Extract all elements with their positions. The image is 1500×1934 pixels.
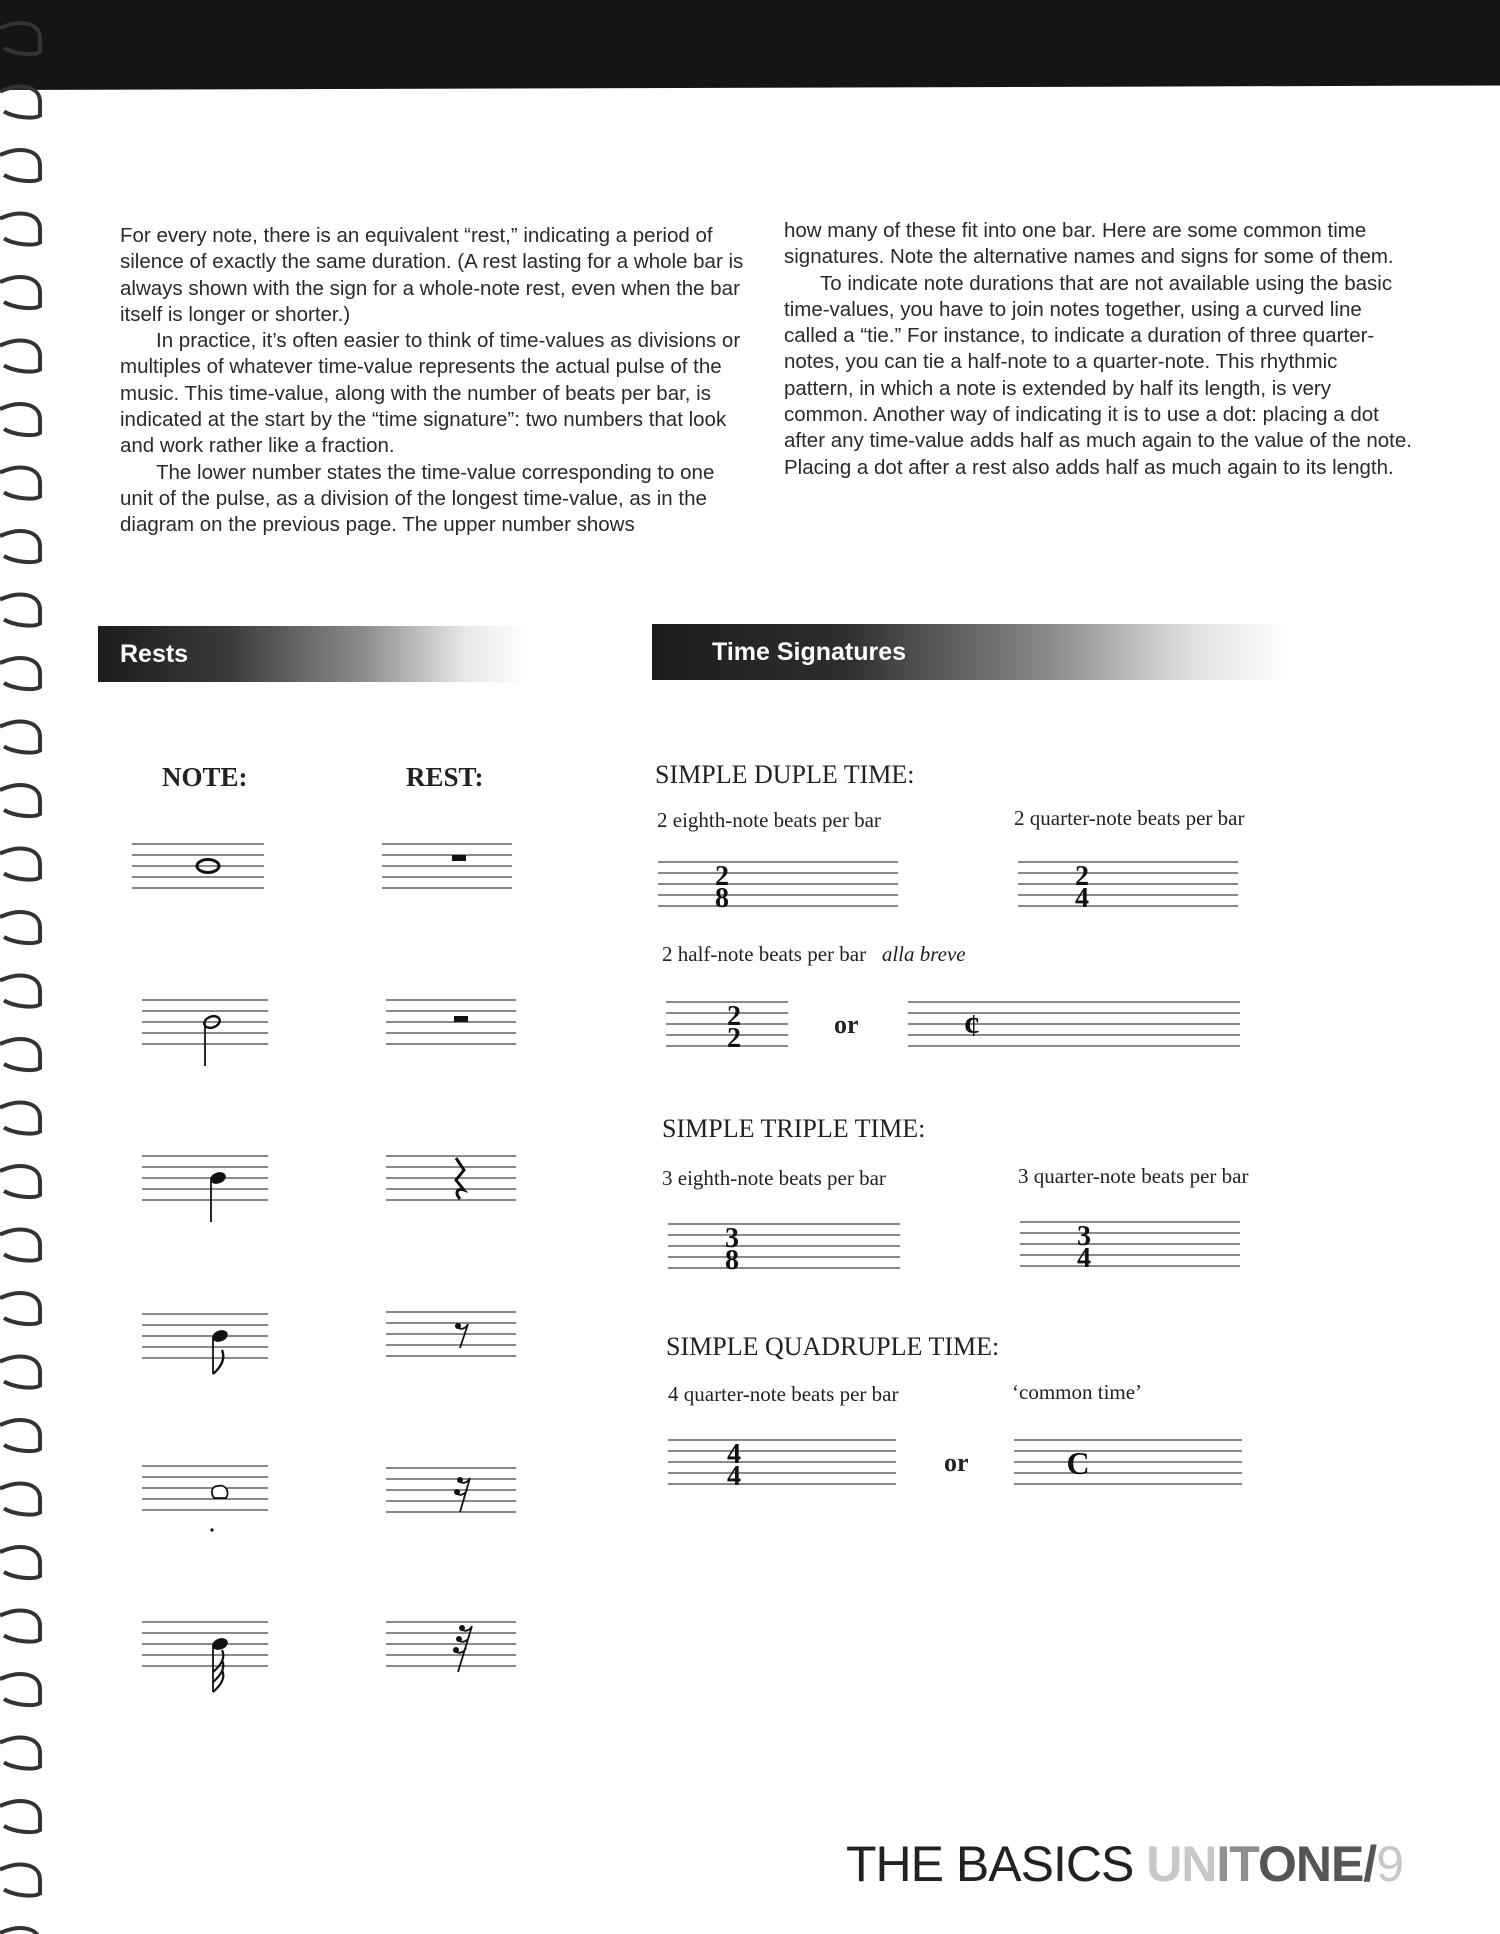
- time-sig-bottom: 2: [727, 1023, 741, 1054]
- alla-breve-label: alla breve: [881, 942, 966, 966]
- time-sig-bottom: 8: [715, 883, 729, 914]
- spiral-coil: [0, 1865, 40, 1896]
- time-sig-top: 3: [1077, 1221, 1091, 1252]
- eighth-note-staff: [140, 1310, 270, 1382]
- sixteenth-note-staff: [140, 1462, 270, 1534]
- time-sig-bottom: 8: [725, 1245, 739, 1276]
- spiral-coil: [0, 1547, 40, 1578]
- spiral-coil: [0, 1801, 40, 1832]
- time-sig-top: 3: [725, 1223, 739, 1254]
- spiral-coil: [0, 1611, 40, 1642]
- duple-caption-eighth: 2 eighth-note beats per bar: [657, 808, 881, 832]
- staff-2-4: [1016, 856, 1240, 916]
- paragraph: how many of these fit into one bar. Here are some common time signatures. Note the alternative names and signs for some of them.: [784, 219, 1394, 269]
- page-number: 9: [1376, 1836, 1403, 1892]
- spiral-coil: [0, 1738, 40, 1769]
- spiral-binding: [0, 0, 52, 1934]
- spiral-coil: [0, 1484, 40, 1515]
- spiral-coil: [0, 214, 40, 245]
- time-sig-bottom: 4: [1075, 883, 1089, 914]
- paragraph: To indicate note durations that are not available using the basic time-values, you have to join notes together, using a curved line called a “tie.” For instance, to indicate a duration of three quarter-notes, you can tie a half-note to a quarter-note. This rhythmic pattern, in which a note is extended by half its length, is very common. Another way of indicating it is to use a dot: placing a dot after any time-value adds half as much again to the value of the note. Placing a dot after a rest also adds half as much again to its length.: [784, 271, 1412, 479]
- quarter-rest-staff: [384, 1152, 518, 1208]
- time-sig-top: 2: [727, 1001, 741, 1032]
- duple-caption-half: [662, 942, 966, 967]
- or-label: or: [944, 1448, 969, 1477]
- whole-note-staff: [130, 840, 266, 896]
- staff-2-2: [664, 996, 790, 1056]
- sixteenth-note-damaged: [212, 1486, 228, 1498]
- spiral-coil: [0, 658, 40, 689]
- quad-caption-common: ‘common time’: [1012, 1380, 1143, 1404]
- spiral-coil: [0, 404, 40, 435]
- duple-caption-quarter: 2 quarter-note beats per bar: [1014, 806, 1245, 830]
- staff-3-4: [1018, 1216, 1242, 1276]
- time-signatures-header: Time Signatures: [652, 624, 1292, 680]
- spiral-coil: [0, 531, 40, 562]
- time-sig-bottom: 4: [727, 1461, 741, 1492]
- whole-rest-staff: [380, 840, 514, 896]
- or-label: or: [834, 1010, 859, 1039]
- spiral-coil: [0, 1357, 40, 1388]
- spiral-coil: [0, 23, 40, 54]
- half-rest: [454, 1016, 468, 1022]
- footer-unit-c: ONE/: [1257, 1836, 1377, 1892]
- body-text-left: [120, 223, 748, 539]
- triple-caption-eighth: 3 eighth-note beats per bar: [662, 1166, 886, 1190]
- footer-title: THE BASICS: [846, 1836, 1147, 1892]
- spiral-coil: [0, 87, 40, 118]
- rest-column-label: REST:: [406, 762, 484, 792]
- staff-4-4: [666, 1434, 898, 1494]
- staff-3-8: [666, 1218, 902, 1278]
- body-text-right: [784, 218, 1412, 481]
- spiral-coil: [0, 595, 40, 626]
- staff-cut-time: [906, 996, 1242, 1056]
- spiral-coil: [0, 1420, 40, 1451]
- spiral-coil: [0, 785, 40, 816]
- spiral-coil: [0, 1230, 40, 1261]
- paragraph: In practice, it’s often easier to think of time-values as divisions or multiples of whatever time-value represents the actual pulse of the music. This time-value, along with the number of beats per bar, is indicated at the start by the “time signature”: two numbers that look and work rather like a fraction.: [120, 329, 741, 458]
- triple-caption-quarter: 3 quarter-note beats per bar: [1018, 1164, 1249, 1188]
- page-footer: [846, 1834, 1403, 1894]
- staff-common-time: [1012, 1434, 1244, 1494]
- spiral-coil: [0, 722, 40, 753]
- thirtysecond-rest-staff: [384, 1618, 518, 1678]
- quarter-note-staff: [140, 1152, 270, 1232]
- spiral-coil: [0, 1166, 40, 1197]
- time-sig-top: 2: [1075, 861, 1089, 892]
- spiral-coil: [0, 912, 40, 943]
- spiral-coil: [0, 150, 40, 181]
- common-time-symbol: C: [1066, 1445, 1090, 1481]
- spiral-coil: [0, 277, 40, 308]
- top-dark-band: [0, 0, 1500, 90]
- note-column-label: NOTE:: [162, 762, 248, 792]
- spiral-coil: [0, 341, 40, 372]
- sixteenth-rest-staff: [384, 1464, 518, 1520]
- half-note-beats-label: 2 half-note beats per bar: [662, 942, 867, 966]
- footer-unit-a: UN: [1146, 1836, 1217, 1892]
- simple-triple-title: SIMPLE TRIPLE TIME:: [662, 1114, 926, 1143]
- sixteenth-rest: [457, 1478, 470, 1512]
- half-rest-staff: [384, 996, 518, 1052]
- spiral-coil: [0, 1928, 40, 1934]
- thirtysecond-note-staff: [140, 1618, 270, 1698]
- spiral-coil: [0, 1103, 40, 1134]
- cut-time-symbol: ¢: [964, 1007, 980, 1043]
- whole-rest: [452, 855, 466, 861]
- quad-caption-quarter: 4 quarter-note beats per bar: [668, 1382, 899, 1406]
- spiral-coil: [0, 1674, 40, 1705]
- spiral-coil: [0, 849, 40, 880]
- time-sig-top: 4: [727, 1439, 741, 1470]
- footer-unit-b: IT: [1216, 1836, 1258, 1892]
- spiral-coil: [0, 976, 40, 1007]
- rests-header: Rests: [98, 626, 528, 682]
- simple-quadruple-title: SIMPLE QUADRUPLE TIME:: [666, 1332, 1000, 1361]
- half-note-staff: [140, 996, 270, 1076]
- paragraph: For every note, there is an equivalent “rest,” indicating a period of silence of exactly the same duration. (A rest lasting for a whole bar is always shown with the sign for a whole-note rest, even when the bar itself is longer or shorter.): [120, 224, 744, 326]
- eighth-rest-staff: [384, 1308, 518, 1364]
- time-sig-top: 2: [715, 861, 729, 892]
- simple-duple-title: SIMPLE DUPLE TIME:: [655, 760, 915, 789]
- spiral-coil: [0, 1039, 40, 1070]
- staff-2-8: [656, 856, 900, 916]
- spiral-coil: [0, 468, 40, 499]
- time-sig-bottom: 4: [1077, 1243, 1091, 1274]
- paragraph: The lower number states the time-value corresponding to one unit of the pulse, as a division of the longest time-value, as in the diagram on the previous page. The upper number shows: [120, 460, 715, 537]
- spiral-coil: [0, 1293, 40, 1324]
